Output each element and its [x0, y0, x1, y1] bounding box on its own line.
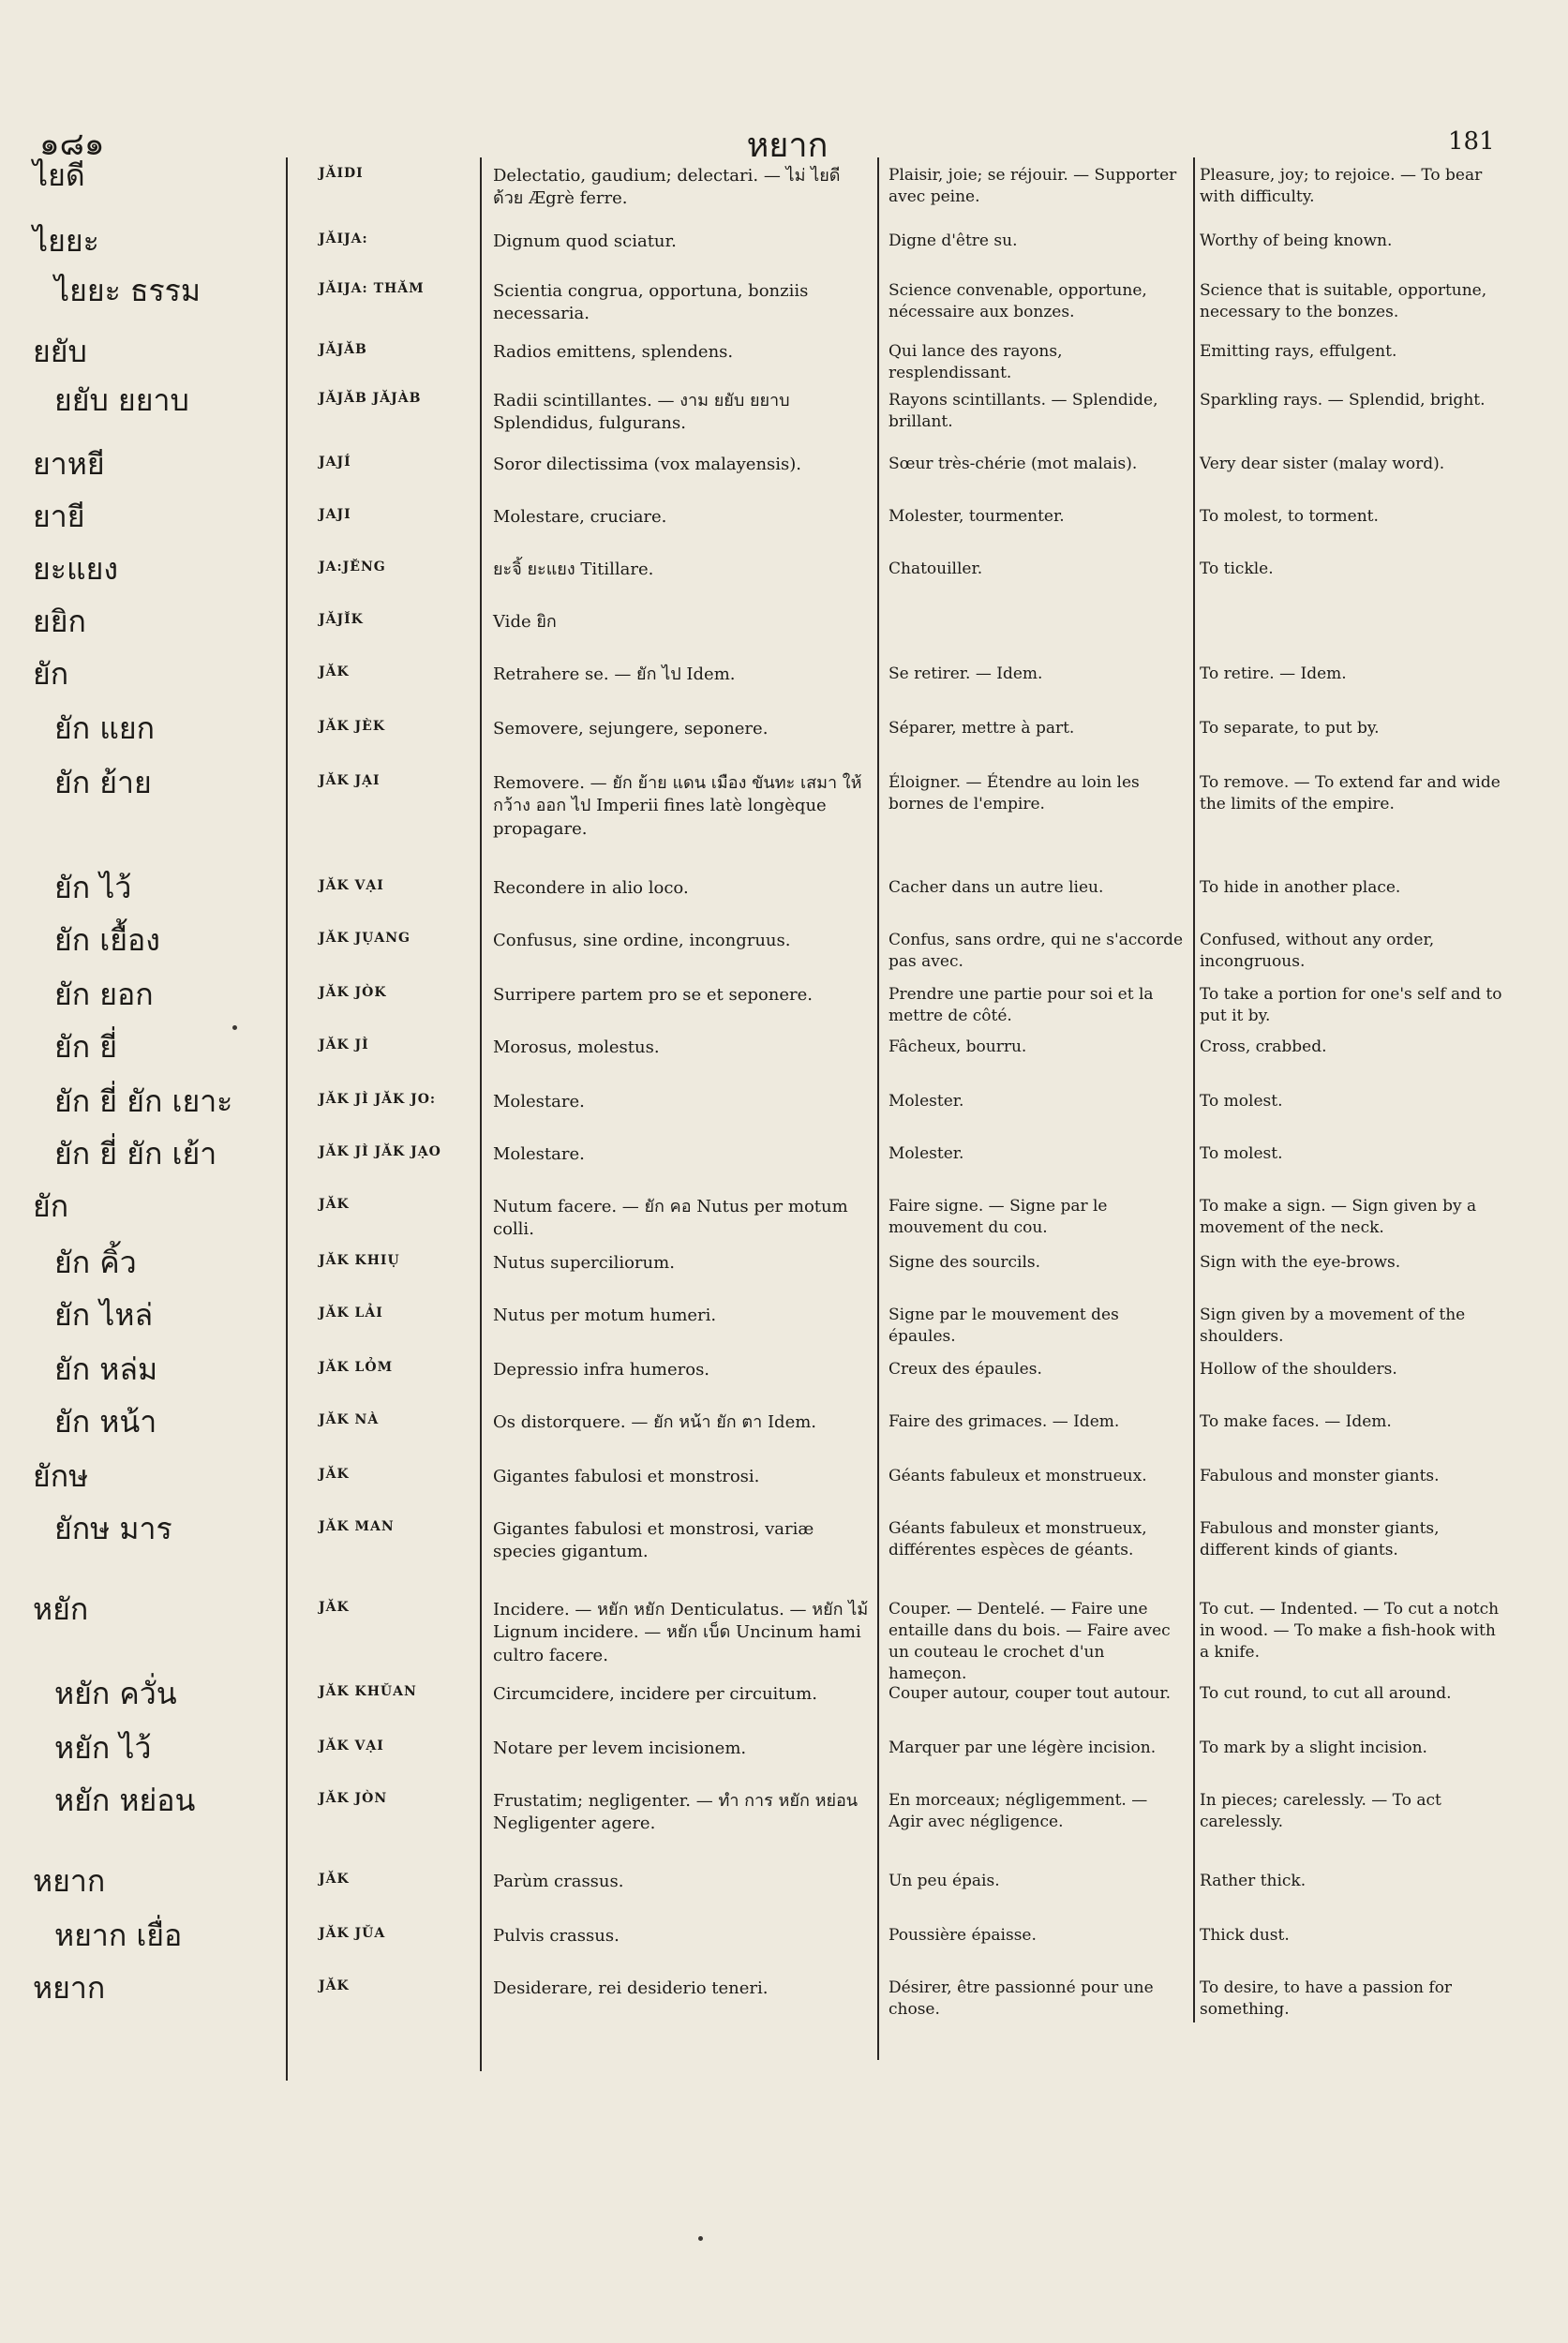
entry-transliteration: JĂK: [319, 664, 350, 679]
entry-headword: ยัก หน้า: [54, 1404, 157, 1440]
entry-french: Molester.: [889, 1092, 964, 1111]
entry-french: Désirer, être passionné pour une chose.: [889, 1978, 1154, 2019]
entry-english: To take a portion for one's self and to put it by.: [1200, 985, 1502, 1025]
entry-english: To molest.: [1200, 1092, 1283, 1111]
entry-transliteration: JĂJĬK: [319, 612, 364, 627]
entry-french: Qui lance des rayons, resplendissant.: [889, 342, 1063, 382]
entry-headword: หยาก: [33, 1970, 106, 2006]
entry-transliteration: JĂJĂB: [319, 342, 367, 357]
entry-french: Faire des grimaces. — Idem.: [889, 1412, 1120, 1431]
entry-transliteration: JA:JĔNG: [319, 560, 386, 575]
entry-french: Prendre une partie pour soi et la mettre de côté.: [889, 985, 1154, 1025]
entry-latin: Gigantes fabulosi et monstrosi.: [493, 1467, 760, 1486]
entry-latin: Depressio infra humeros.: [493, 1360, 710, 1380]
entry-transliteration: JĂIJA: THĂM: [319, 281, 425, 296]
entry-headword: หยาก: [33, 1863, 106, 1899]
entry-english: To tickle.: [1200, 560, 1274, 578]
entry-headword: ยัก ยอก: [54, 977, 154, 1012]
entry-latin: Recondere in alio loco.: [493, 878, 689, 898]
entry-latin: Radios emittens, splendens.: [493, 342, 734, 362]
entry-english: In pieces; carelessly. — To act carelessly.: [1200, 1791, 1441, 1831]
entry-french: Molester.: [889, 1144, 964, 1163]
entry-french: Molester, tourmenter.: [889, 507, 1065, 526]
entry-headword: ยัก เยื้อง: [54, 922, 160, 958]
entry-latin: Delectatio, gaudium; delectari. — ไม่ ไยดี ด้วย Ægrè ferre.: [493, 166, 841, 209]
entry-transliteration: JĂK NÀ: [319, 1412, 380, 1427]
column-rule-1: [286, 157, 288, 2081]
entry-transliteration: JĂK JÒN: [319, 1791, 388, 1806]
column-rule-2: [480, 157, 482, 2071]
entry-headword: ยัก ไว้: [54, 870, 132, 905]
entry-transliteration: JĂK: [319, 1467, 350, 1482]
entry-french: Confus, sans ordre, qui ne s'accorde pas avec.: [889, 931, 1184, 971]
entry-english: Emitting rays, effulgent.: [1200, 342, 1397, 361]
entry-transliteration: JĂK JÒK: [319, 985, 387, 1000]
entry-latin: Pulvis crassus.: [493, 1926, 620, 1946]
entry-headword: ยัก: [33, 1188, 69, 1224]
entry-latin: Vide ยิก: [493, 612, 557, 632]
entry-headword: ยยับ ยยาบ: [54, 382, 189, 418]
entry-headword: ยักษ: [33, 1458, 89, 1494]
entry-transliteration: JĂK JÌ JĂK JO:: [319, 1092, 437, 1107]
entry-latin: Molestare, cruciare.: [493, 507, 667, 527]
entry-transliteration: JĂK JŬA: [319, 1926, 386, 1941]
entry-latin: Removere. — ยัก ย้าย แดน เมือง ขันทะ เสมา ให้ กว้าง ออก ไป Imperii fines latè longèque propagare.: [493, 773, 862, 839]
entry-english: To molest.: [1200, 1144, 1283, 1163]
entry-french: Chatouiller.: [889, 560, 983, 578]
entry-english: To separate, to put by.: [1200, 719, 1380, 738]
entry-headword: หยัก หย่อน: [54, 1783, 196, 1818]
entry-english: To mark by a slight incision.: [1200, 1739, 1427, 1757]
entry-french: Géants fabuleux et monstrueux, différentes espèces de géants.: [889, 1519, 1147, 1560]
entry-english: To make faces. — Idem.: [1200, 1412, 1392, 1431]
stray-mark: [232, 1025, 237, 1030]
entry-transliteration: JĂK KHŬAN: [319, 1684, 417, 1699]
entry-transliteration: JĂIJA:: [319, 231, 368, 246]
entry-latin: Parùm crassus.: [493, 1872, 624, 1891]
entry-transliteration: JĂK JÌ: [319, 1037, 369, 1052]
entry-latin: Frustatim; negligenter. — ทำ การ หยัก หย่อน Negligenter agere.: [493, 1791, 859, 1834]
entry-latin: Incidere. — หยัก หยัก Denticulatus. — หยัก ไม้ Lignum incidere. — หยัก เบ็ด Uncinum hami cultro facere.: [493, 1600, 869, 1665]
entry-transliteration: JĂK: [319, 1872, 350, 1887]
entry-transliteration: JĂIDI: [319, 166, 364, 181]
entry-headword: ยาหยี: [33, 446, 105, 482]
entry-latin: Nutus superciliorum.: [493, 1253, 675, 1273]
entry-transliteration: JĂK JẠI: [319, 773, 381, 788]
entry-english: Fabulous and monster giants.: [1200, 1467, 1440, 1485]
entry-english: To molest, to torment.: [1200, 507, 1379, 526]
entry-english: Sparkling rays. — Splendid, bright.: [1200, 391, 1486, 410]
entry-transliteration: JĂK: [319, 1197, 350, 1212]
entry-english: Science that is suitable, opportune, necessary to the bonzes.: [1200, 281, 1487, 321]
entry-french: Se retirer. — Idem.: [889, 664, 1043, 683]
entry-latin: Dignum quod sciatur.: [493, 231, 677, 251]
entry-headword: หยัก ไว้: [54, 1730, 152, 1766]
entry-latin: Desiderare, rei desiderio teneri.: [493, 1978, 769, 1998]
entry-headword: ไยดี: [33, 157, 85, 193]
entry-headword: ยัก ยี่: [54, 1029, 118, 1065]
entry-latin: Radii scintillantes. — งาม ยยับ ยยาบ Splendidus, fulgurans.: [493, 391, 790, 434]
entry-latin: Os distorquere. — ยัก หน้า ยัก ตา Idem.: [493, 1412, 817, 1432]
entry-english: Confused, without any order, incongruous.: [1200, 931, 1435, 971]
entry-latin: Surripere partem pro se et seponere.: [493, 985, 813, 1005]
entry-french: Éloigner. — Étendre au loin les bornes de l'empire.: [889, 773, 1140, 813]
entry-french: Plaisir, joie; se réjouir. — Supporter avec peine.: [889, 166, 1177, 206]
entry-french: Un peu épais.: [889, 1872, 1000, 1890]
column-rule-4: [1193, 157, 1195, 2022]
page-number: 181: [1448, 127, 1495, 156]
entry-headword: ยัก ยี่ ยัก เยาะ: [54, 1083, 233, 1119]
entry-latin: Soror dilectissima (vox malayensis).: [493, 455, 802, 474]
entry-english: Thick dust.: [1200, 1926, 1290, 1945]
entry-transliteration: JĂK LẢI: [319, 1306, 383, 1321]
entry-english: To cut round, to cut all around.: [1200, 1684, 1452, 1703]
entry-transliteration: JĂK VẠI: [319, 1739, 384, 1754]
entry-english: To make a sign. — Sign given by a movement of the neck.: [1200, 1197, 1477, 1237]
entry-latin: Circumcidere, incidere per circuitum.: [493, 1684, 817, 1704]
entry-english: Very dear sister (malay word).: [1200, 455, 1445, 473]
entry-headword: ยัก ยี่ ยัก เย้า: [54, 1136, 217, 1172]
entry-french: Digne d'être su.: [889, 231, 1018, 250]
entry-headword: ยัก: [33, 656, 69, 692]
entry-french: En morceaux; négligemment. — Agir avec négligence.: [889, 1791, 1148, 1831]
entry-french: Signe des sourcils.: [889, 1253, 1041, 1272]
entry-english: Sign with the eye-brows.: [1200, 1253, 1401, 1272]
entry-headword: หยาก เยื่อ: [54, 1918, 183, 1953]
thai-page-number: ๑๘๑: [39, 126, 105, 163]
entry-french: Cacher dans un autre lieu.: [889, 878, 1104, 897]
entry-latin: Molestare.: [493, 1092, 585, 1112]
entry-headword: ยัก หล่ม: [54, 1351, 158, 1387]
entry-english: Cross, crabbed.: [1200, 1037, 1327, 1056]
entry-french: Couper. — Dentelé. — Faire une entaille dans du bois. — Faire avec un couteau le crochet d'un hameçon.: [889, 1600, 1171, 1683]
entry-headword: ยัก แยก: [54, 710, 156, 746]
entry-french: Poussière épaisse.: [889, 1926, 1037, 1945]
entry-french: Séparer, mettre à part.: [889, 719, 1075, 738]
entry-english: Pleasure, joy; to rejoice. — To bear with difficulty.: [1200, 166, 1483, 206]
entry-french: Couper autour, couper tout autour.: [889, 1684, 1172, 1703]
entry-transliteration: JĂK KHIỤ: [319, 1253, 400, 1268]
entry-latin: Notare per levem incisionem.: [493, 1739, 747, 1758]
entry-french: Rayons scintillants. — Splendide, brillant.: [889, 391, 1158, 431]
entry-headword: ไยยะ ธรรม: [54, 273, 201, 308]
entry-headword: ยัก ย้าย: [54, 765, 152, 800]
entry-transliteration: JĂJĂB JĂJÀB: [319, 391, 422, 406]
entry-english: Rather thick.: [1200, 1872, 1307, 1890]
entry-latin: Morosus, molestus.: [493, 1037, 660, 1057]
column-rule-3: [877, 157, 879, 2060]
entry-french: Creux des épaules.: [889, 1360, 1042, 1379]
entry-headword: ยายี: [33, 499, 85, 534]
entry-transliteration: JĂK: [319, 1978, 350, 1993]
entry-headword: หยัก ควั่น: [54, 1676, 177, 1711]
stray-mark: [698, 2236, 703, 2241]
entry-transliteration: JAJÍ: [319, 455, 351, 470]
entry-french: Faire signe. — Signe par le mouvement du cou.: [889, 1197, 1108, 1237]
entry-headword: ยัก คิ้ว: [54, 1245, 137, 1280]
entry-latin: Nutus per motum humeri.: [493, 1306, 717, 1325]
entry-english: Hollow of the shoulders.: [1200, 1360, 1397, 1379]
entry-headword: ไยยะ: [33, 223, 99, 259]
running-head: หยาก: [746, 127, 829, 165]
entry-french: Science convenable, opportune, nécessaire aux bonzes.: [889, 281, 1147, 321]
entry-english: To retire. — Idem.: [1200, 664, 1347, 683]
entry-english: Sign given by a movement of the shoulders.: [1200, 1306, 1466, 1346]
entry-latin: Molestare.: [493, 1144, 585, 1164]
entry-transliteration: JĂK LỎM: [319, 1360, 394, 1375]
entry-english: To cut. — Indented. — To cut a notch in wood. — To make a fish-hook with a knife.: [1200, 1600, 1500, 1662]
entry-headword: ยะแยง: [33, 551, 118, 587]
entry-french: Signe par le mouvement des épaules.: [889, 1306, 1119, 1346]
entry-english: To desire, to have a passion for something.: [1200, 1978, 1453, 2019]
entry-headword: ยยิก: [33, 604, 86, 639]
entry-headword: ยักษ มาร: [54, 1511, 172, 1546]
entry-transliteration: JAJI: [319, 507, 351, 522]
entry-latin: Semovere, sejungere, seponere.: [493, 719, 769, 739]
entry-headword: ยัก ไหล่: [54, 1297, 154, 1333]
entry-latin: Gigantes fabulosi et monstrosi, variæ species gigantum.: [493, 1519, 814, 1562]
entry-latin: Retrahere se. — ยัก ไป Idem.: [493, 664, 736, 684]
entry-headword: ยยับ: [33, 334, 87, 369]
entry-french: Marquer par une légère incision.: [889, 1739, 1157, 1757]
entry-transliteration: JĂK MAN: [319, 1519, 395, 1534]
entry-english: Fabulous and monster giants, different kinds of giants.: [1200, 1519, 1440, 1560]
entry-english: To hide in another place.: [1200, 878, 1401, 897]
entry-french: Fâcheux, bourru.: [889, 1037, 1027, 1056]
entry-english: Worthy of being known.: [1200, 231, 1393, 250]
entry-transliteration: JĂK JÌ JĂK JẠO: [319, 1144, 441, 1159]
entry-transliteration: JĂK JÈK: [319, 719, 385, 734]
entry-latin: Confusus, sine ordine, incongruus.: [493, 931, 791, 950]
entry-french: Géants fabuleux et monstrueux.: [889, 1467, 1147, 1485]
entry-latin: Scientia congrua, opportuna, bonziis necessaria.: [493, 281, 809, 324]
entry-latin: ยะจิ้ ยะแยง Titillare.: [493, 560, 654, 579]
entry-transliteration: JĂK: [319, 1600, 350, 1615]
entry-english: To remove. — To extend far and wide the limits of the empire.: [1200, 773, 1501, 813]
entry-headword: หยัก: [33, 1591, 89, 1627]
entry-latin: Nutum facere. — ยัก คอ Nutus per motum colli.: [493, 1197, 848, 1240]
entry-transliteration: JĂK JỤANG: [319, 931, 411, 946]
entry-transliteration: JĂK VẠI: [319, 878, 384, 893]
entry-french: Sœur très-chérie (mot malais).: [889, 455, 1138, 473]
